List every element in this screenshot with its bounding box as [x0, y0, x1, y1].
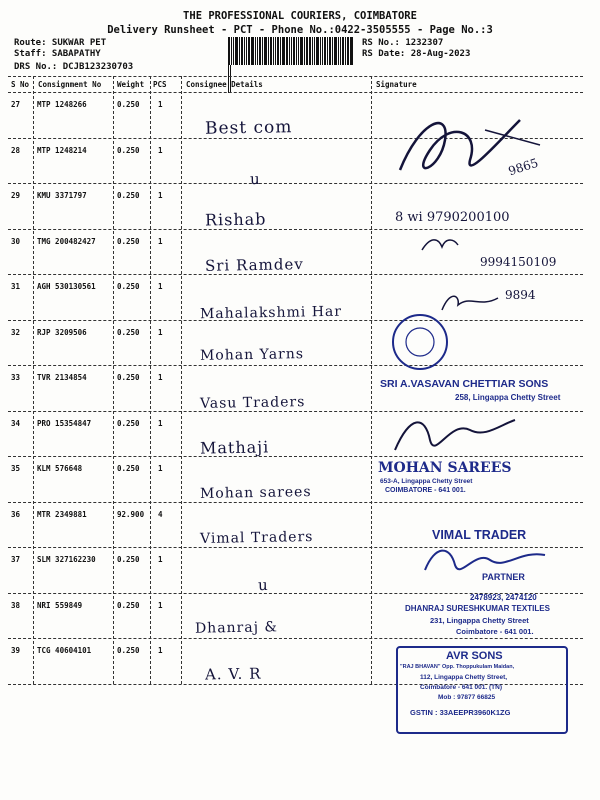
- cell-weight: 0.250: [117, 145, 140, 155]
- drs-number: DRS No.: DCJB123230703: [14, 62, 134, 72]
- cell-consignment: NRI 559849: [37, 600, 83, 610]
- cell-weight: 0.250: [117, 191, 140, 200]
- cell-consignment: MTR 2349881: [37, 509, 87, 519]
- col-weight: Weight: [117, 80, 145, 89]
- rs-date: RS Date: 28-Aug-2023: [362, 49, 471, 59]
- round-seal: [390, 312, 450, 372]
- barcode: [228, 37, 354, 65]
- cell-pcs: 1: [158, 236, 163, 246]
- rs-number: RS No.: 1232307: [362, 38, 444, 48]
- handwritten-consignee: Mathaji: [199, 437, 270, 458]
- cell-consignment: SLM 327162230: [37, 555, 96, 564]
- cell-pcs: 1: [158, 191, 163, 200]
- cell-weight: 0.250: [117, 646, 140, 655]
- grid-line: [8, 229, 583, 230]
- col-sno: S No: [11, 80, 30, 89]
- handwritten-phone: 8 wi 9790200100: [395, 210, 510, 225]
- cell-consignment: KMU 3371797: [37, 191, 87, 200]
- stamp-mohan-address: 653-A, Lingappa Chetty Street: [380, 478, 473, 485]
- cell-pcs: 1: [158, 100, 163, 109]
- grid-line: [8, 92, 583, 93]
- staff-label: Staff: SABAPATHY: [14, 49, 101, 59]
- stamp-avr-name: AVR SONS: [446, 650, 503, 662]
- stamp-mohan-address: COIMBATORE - 641 001.: [385, 487, 466, 494]
- col-consignment: Consignment No: [38, 80, 102, 89]
- cell-consignment: MTP 1248266: [37, 100, 87, 109]
- cell-weight: 0.250: [117, 282, 140, 291]
- stamp-dhanraj-address: 231, Lingappa Chetty Street: [430, 616, 529, 625]
- cell-sno: 31: [11, 282, 21, 291]
- col-pcs: PCS: [153, 80, 167, 89]
- cell-sno: 28: [11, 145, 21, 155]
- stamp-avr-gstin: GSTIN : 33AEEPR3960K1ZG: [410, 708, 511, 717]
- cell-pcs: 4: [158, 509, 163, 519]
- grid-line: [8, 274, 583, 275]
- cell-consignment: KLM 576648: [37, 464, 83, 473]
- grid-line: [8, 638, 583, 639]
- handwritten-consignee: u: [249, 169, 261, 189]
- cell-sno: 39: [11, 646, 21, 655]
- cell-sno: 33: [11, 373, 21, 382]
- handwritten-phone: 9894: [505, 288, 536, 302]
- handwritten-consignee: Dhanraj &: [194, 619, 279, 637]
- cell-weight: 0.250: [117, 373, 140, 382]
- cell-weight: 92.900: [117, 509, 145, 519]
- cell-pcs: 1: [158, 555, 163, 564]
- handwritten-phone: 9994150109: [480, 255, 557, 269]
- handwritten-consignee: Vasu Traders: [199, 394, 306, 412]
- signature-scribble: [390, 100, 550, 190]
- cell-sno: 38: [11, 600, 21, 610]
- cell-sno: 30: [11, 236, 21, 246]
- cell-consignment: MTP 1248214: [37, 145, 87, 155]
- cell-consignment: TVR 2134854: [37, 373, 87, 382]
- handwritten-phone: 9865: [506, 155, 540, 179]
- cell-weight: 0.250: [117, 600, 140, 610]
- grid-line: [8, 76, 583, 77]
- cell-weight: 0.250: [117, 236, 140, 246]
- stamp-vimal-name: VIMAL TRADER: [432, 528, 527, 542]
- handwritten-consignee: Sri Ramdev: [204, 255, 304, 275]
- cell-pcs: 1: [158, 646, 163, 655]
- cell-weight: 0.250: [117, 418, 140, 428]
- handwritten-consignee: u: [257, 575, 269, 595]
- stamp-avr-address: "RAJ BHAVAN" Opp. Thoppukulam Maidan,: [400, 664, 515, 670]
- cell-pcs: 1: [158, 600, 163, 610]
- stamp-avr-mobile: Mob : 97877 66825: [438, 694, 496, 701]
- cell-weight: 0.250: [117, 100, 140, 109]
- cell-consignment: PRO 15354847: [37, 418, 92, 428]
- cell-pcs: 1: [158, 327, 163, 337]
- cell-pcs: 1: [158, 373, 163, 382]
- handwritten-consignee: Vimal Traders: [199, 529, 314, 547]
- handwritten-consignee: Mohan sarees: [199, 484, 312, 502]
- stamp-mohan-name: MOHAN SAREES: [378, 460, 512, 476]
- handwritten-consignee: Rishab: [204, 209, 267, 230]
- route-label: Route: SUKWAR PET: [14, 38, 107, 48]
- cell-sno: 36: [11, 509, 21, 519]
- cell-sno: 29: [11, 191, 21, 200]
- col-signature: Signature: [376, 80, 417, 89]
- stamp-vimal-role: PARTNER: [482, 572, 525, 582]
- stamp-avr-address: Coimbatore - 641 001. (TN): [420, 684, 502, 691]
- handwritten-consignee: Mohan Yarns: [199, 346, 305, 364]
- cell-consignment: TMG 200482427: [37, 236, 96, 246]
- cell-sno: 34: [11, 418, 21, 428]
- cell-consignment: RJP 3209506: [37, 327, 87, 337]
- cell-pcs: 1: [158, 418, 163, 428]
- cell-consignment: AGH 530130561: [37, 282, 96, 291]
- cell-sno: 32: [11, 327, 21, 337]
- stamp-vasavan-address: 258, Lingappa Chetty Street: [455, 393, 561, 402]
- cell-sno: 27: [11, 100, 21, 109]
- cell-pcs: 1: [158, 464, 163, 473]
- handwritten-consignee: A. V. R: [204, 664, 262, 684]
- cell-sno: 35: [11, 464, 21, 473]
- cell-weight: 0.250: [117, 555, 140, 564]
- cell-pcs: 1: [158, 282, 163, 291]
- stamp-vasavan-name: SRI A.VASAVAN CHETTIAR SONS: [380, 378, 549, 390]
- grid-line: [8, 365, 583, 366]
- cell-sno: 37: [11, 555, 21, 564]
- stamp-dhanraj-name: DHANRAJ SURESHKUMAR TEXTILES: [405, 604, 550, 613]
- handwritten-consignee: Best com: [204, 117, 293, 139]
- cell-weight: 0.250: [117, 327, 140, 337]
- stamp-dhanraj-phone: 2478923, 2474120: [470, 593, 537, 602]
- grid-line: [8, 502, 583, 503]
- stamp-dhanraj-address: Coimbatore - 641 001.: [456, 627, 534, 636]
- cell-weight: 0.250: [117, 464, 140, 473]
- document-subtitle: Delivery Runsheet - PCT - Phone No.:0422-3505555 - Page No.:3: [107, 24, 493, 36]
- signature-scribble: [420, 235, 460, 255]
- col-consignee: Consignee Details: [186, 80, 263, 89]
- document-title: THE PROFESSIONAL COURIERS, COIMBATORE: [183, 10, 417, 22]
- cell-consignment: TCG 40604101: [37, 646, 92, 655]
- stamp-avr-address: 112, Lingappa Chetty Street,: [420, 674, 508, 681]
- cell-pcs: 1: [158, 145, 163, 155]
- signature-scribble: [390, 410, 520, 460]
- handwritten-consignee: Mahalakshmi Har: [199, 303, 343, 323]
